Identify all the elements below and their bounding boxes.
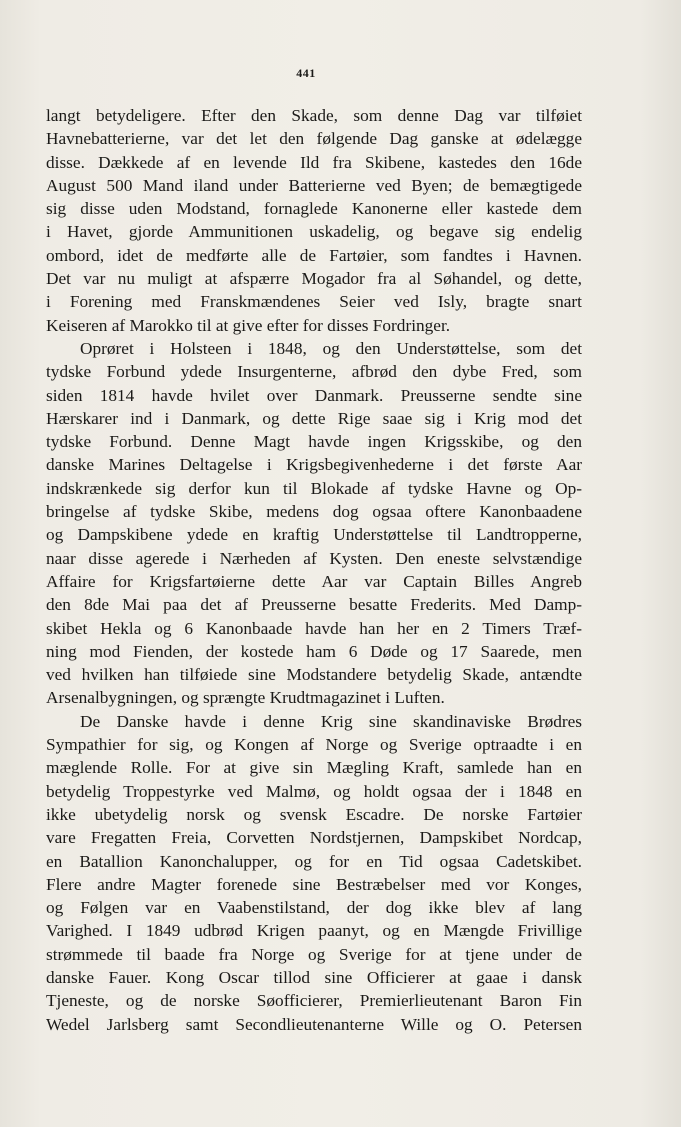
text-line: August 500 Mand iland under Batterierne ved Byen; de bemægtigede (46, 175, 582, 195)
text-line: i Havet, gjorde Ammunitionen uskadelig, og begave sig endelig (46, 222, 582, 242)
text-line: tydske Forbund ydede Insurgenterne, afbrød den dybe Fred, som (46, 362, 582, 382)
text-line: betydelig Troppestyrke ved Malmø, og holdt ogsaa der i 1848 en (46, 781, 582, 801)
text-line: og Følgen var en Vaabenstilstand, der dog ikke blev af lang (46, 898, 582, 918)
text-line: ombord, idet de medførte alle de Fartøier, som fandtes i Havnen. (46, 245, 582, 265)
text-line: ikke ubetydelig norsk og svensk Escadre. De norske Fartøier (46, 804, 582, 824)
text-line: bringelse af tydske Skibe, medens dog ogsaa oftere Kanonbaadene (46, 502, 582, 522)
text-line: Oprøret i Holsteen i 1848, og den Understøttelse, som det (80, 338, 582, 358)
text-line: ved hvilken han tilføiede sine Modstandere betydelig Skade, antændte (46, 665, 582, 685)
text-line: Tjeneste, og de norske Søofficierer, Premierlieutenant Baron Fin (46, 991, 582, 1011)
text-line: Affaire for Krigsfartøierne dette Aar var Captain Billes Angreb (46, 571, 582, 591)
text-line: ning mod Fienden, der kostede ham 6 Døde og 17 Saarede, men (46, 641, 582, 661)
text-line: tydske Forbund. Denne Magt havde ingen Krigsskibe, og den (46, 432, 582, 452)
text-line: strømmede til baade fra Norge og Sverige for at tjene under de (46, 944, 582, 964)
text-line: De Danske havde i denne Krig sine skandinaviske Brødres (80, 711, 582, 731)
page-number: 441 (296, 66, 316, 80)
text-line: disse. Dækkede af en levende Ild fra Skibene, kastedes den 16de (46, 152, 582, 172)
text-line: Havnebatterierne, var det let den følgende Dag ganske at ødelægge (46, 129, 582, 149)
text-line: en Batallion Kanonchalupper, og for en Tid ogsaa Cadetskibet. (46, 851, 582, 871)
text-line: Wedel Jarlsberg samt Secondlieutenanterne Wille og O. Petersen (46, 1014, 582, 1034)
text-line: den 8de Mai paa det af Preusserne besatte Frederits. Med Damp- (46, 595, 582, 615)
text-line: siden 1814 havde hvilet over Danmark. Preusserne sendte sine (46, 385, 582, 405)
text-line: Hærskarer ind i Danmark, og dette Rige saae sig i Krig mod det (46, 408, 582, 428)
text-line: indskrænkede sig derfor kun til Blokade af tydske Havne og Op- (46, 478, 582, 498)
text-line: langt betydeligere. Efter den Skade, som denne Dag var tilføiet (46, 106, 582, 125)
text-line: danske Marines Deltagelse i Krigsbegivenhederne i det første Aar (46, 455, 582, 475)
text-line: Flere andre Magter forenede sine Bestræbelser med vor Konges, (46, 874, 582, 894)
text-line: danske Fauer. Kong Oscar tillod sine Officierer at gaae i dansk (46, 967, 582, 987)
text-line: sig disse uden Modstand, fornaglede Kanonerne eller kastede dem (46, 199, 582, 219)
text-line: mæglende Rolle. For at give sin Mægling Kraft, samlede han en (46, 758, 582, 778)
text-line: Keiseren af Marokko til at give efter for disses Fordringer. (46, 315, 451, 335)
text-line: vare Fregatten Freia, Corvetten Nordstjernen, Dampskibet Nordcap, (46, 828, 582, 848)
body-text (46, 104, 582, 1036)
text-line: Arsenalbygningen, og sprængte Krudtmagazinet i Luften. (46, 688, 445, 708)
text-line: skibet Hekla og 6 Kanonbaade havde han her en 2 Timers Træf- (46, 618, 582, 638)
text-line: Det var nu muligt at afspærre Mogador fra al Søhandel, og dette, (46, 269, 582, 289)
text-line: Sympathier for sig, og Kongen af Norge og Sverige optraadte i en (46, 735, 582, 755)
text-line: og Dampskibene ydede en kraftig Understøttelse til Landtropperne, (46, 525, 582, 545)
text-line: Varighed. I 1849 udbrød Krigen paanyt, og en Mængde Frivillige (46, 921, 582, 941)
text-line: i Forening med Franskmændenes Seier ved Isly, bragte snart (46, 292, 582, 312)
text-line: naar disse agerede i Nærheden af Kysten. Den eneste selvstændige (46, 548, 582, 568)
